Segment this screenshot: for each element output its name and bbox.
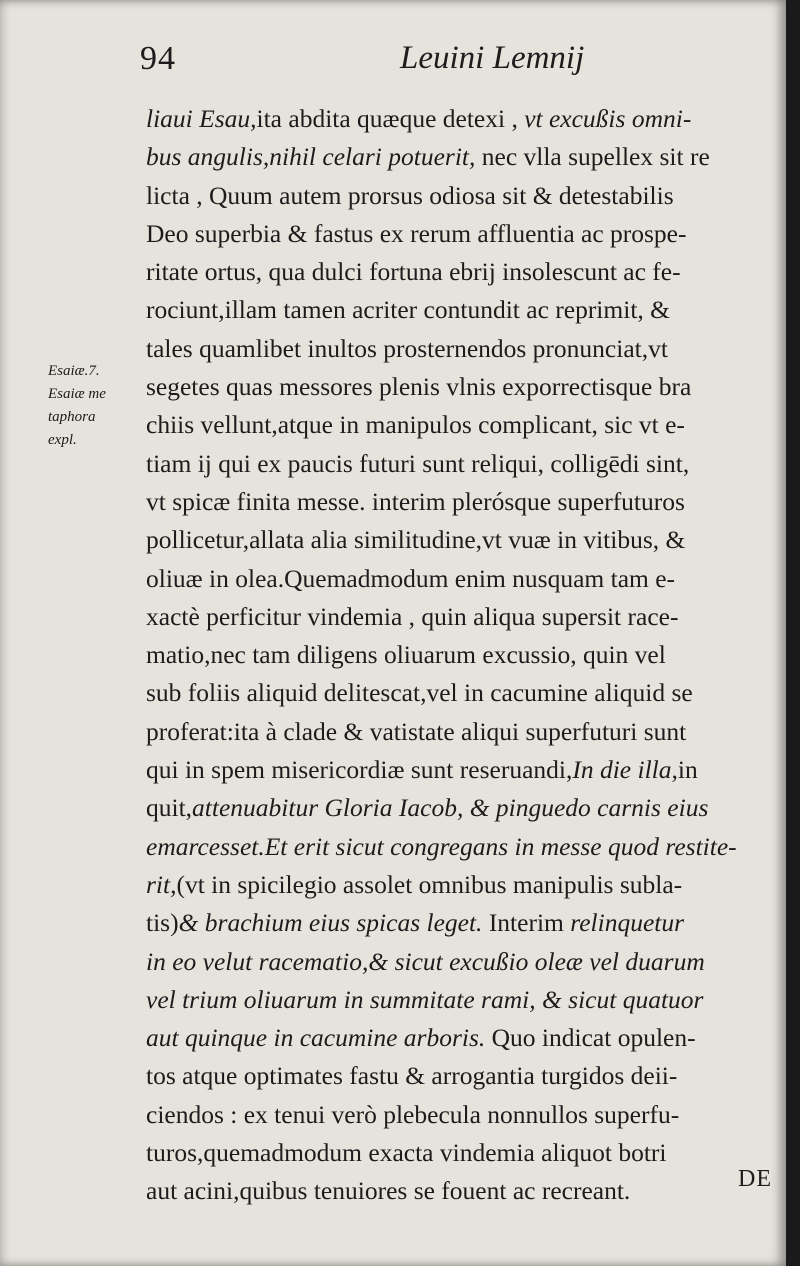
text-segment: Deo superbia & fastus ex rerum affluentia ac prospe- bbox=[146, 218, 687, 248]
text-line bbox=[146, 1019, 766, 1057]
text-segment: quit, bbox=[146, 793, 193, 823]
text-segment: Quo indicat opulen- bbox=[485, 1023, 696, 1053]
text-segment: vel trium oliuarum in summitate rami, & sicut quatuor bbox=[146, 984, 704, 1014]
text-segment: qui in spem misericordiæ sunt reseruandi, bbox=[146, 755, 573, 785]
text-line bbox=[146, 981, 766, 1019]
text-segment: attenuabitur Gloria Iacob, & pinguedo carnis eius bbox=[192, 793, 709, 823]
text-segment: tos atque optimates fastu & arrogantia turgidos deii- bbox=[146, 1061, 678, 1091]
text-segment: In die illa, bbox=[572, 755, 678, 785]
text-segment: relinquetur bbox=[570, 908, 685, 938]
text-segment: & brachium eius spicas leget. bbox=[178, 908, 483, 938]
catchword: DE bbox=[738, 1166, 772, 1192]
text-segment: proferat:ita à clade & vatistate aliqui superfuturi sunt bbox=[146, 716, 687, 746]
text-segment: nec vlla supellex sit re bbox=[475, 142, 710, 172]
text-segment: rociunt,illam tamen acriter contundit ac reprimit, & bbox=[146, 295, 670, 325]
text-line bbox=[146, 560, 766, 598]
text-line bbox=[146, 636, 766, 674]
text-segment: pollicetur,allata alia similitudine,vt vuæ in vitibus, & bbox=[146, 525, 686, 555]
text-segment: tis) bbox=[146, 908, 179, 938]
text-line bbox=[146, 445, 766, 483]
text-line bbox=[146, 943, 766, 981]
marginal-notes bbox=[48, 360, 143, 452]
text-line bbox=[146, 904, 766, 942]
text-line bbox=[146, 177, 766, 215]
text-line bbox=[146, 100, 766, 138]
text-line bbox=[146, 330, 766, 368]
text-line bbox=[146, 291, 766, 329]
text-segment: Interim bbox=[482, 908, 571, 938]
text-segment: tiam ij qui ex paucis futuri sunt reliqui, colligēdi sint, bbox=[146, 448, 690, 478]
text-segment: ciendos : ex tenui verò plebecula nonnullos superfu- bbox=[146, 1099, 680, 1129]
text-line bbox=[146, 751, 766, 789]
text-segment: in eo velut racematio,& sicut excußio oleæ vel duarum bbox=[146, 946, 705, 976]
text-line bbox=[146, 828, 766, 866]
text-line bbox=[146, 1172, 766, 1210]
text-line bbox=[146, 789, 766, 827]
text-segment: segetes quas messores plenis vlnis exporrectisque bra bbox=[146, 372, 692, 402]
text-segment: vt excußis omni- bbox=[524, 104, 692, 133]
text-segment: emarcesset.Et erit sicut congregans in messe quod restite- bbox=[146, 831, 737, 861]
text-segment: aut acini,quibus tenuiores se fouent ac recreant. bbox=[146, 1176, 631, 1206]
text-segment: turos,quemadmodum exacta vindemia aliquot botri bbox=[146, 1138, 667, 1168]
text-line bbox=[146, 713, 766, 751]
running-head: Leuini Lemnij bbox=[400, 40, 585, 76]
marginal-note: Esaiæ.7. bbox=[48, 363, 100, 379]
text-line bbox=[146, 406, 766, 444]
text-segment: bus angulis,nihil celari potuerit, bbox=[146, 142, 476, 172]
text-segment: vt spicæ finita messe. interim plerósque superfuturos bbox=[146, 486, 685, 516]
text-line bbox=[146, 1134, 766, 1172]
text-line bbox=[146, 1057, 766, 1095]
marginal-note: expl. bbox=[48, 432, 77, 448]
text-segment: xactè perficitur vindemia , quin aliqua supersit race- bbox=[146, 601, 679, 631]
text-segment: ita abdita quæque detexi , bbox=[256, 104, 525, 133]
marginal-note: taphora bbox=[48, 409, 96, 425]
text-line bbox=[146, 1096, 766, 1134]
text-segment: rit, bbox=[146, 869, 177, 899]
text-line bbox=[146, 483, 766, 521]
text-segment: oliuæ in olea.Quemadmodum enim nusquam tam e- bbox=[146, 563, 676, 593]
text-segment: licta , Quum autem prorsus odiosa sit & detestabilis bbox=[146, 180, 674, 210]
text-segment: chiis vellunt,atque in manipulos complicant, sic vt e- bbox=[146, 410, 685, 440]
text-line bbox=[146, 674, 766, 712]
text-segment: sub foliis aliquid delitescat,vel in cacumine aliquid se bbox=[146, 678, 693, 708]
text-line bbox=[146, 368, 766, 406]
text-line bbox=[146, 215, 766, 253]
text-segment: matio,nec tam diligens oliuarum excussio, quin vel bbox=[146, 640, 666, 670]
text-segment: aut quinque in cacumine arboris. bbox=[146, 1023, 486, 1053]
text-line bbox=[146, 253, 766, 291]
text-line bbox=[146, 598, 766, 636]
text-segment: in bbox=[677, 755, 698, 785]
page-header bbox=[0, 40, 786, 90]
marginal-note: Esaiæ me bbox=[48, 386, 106, 402]
text-segment: liaui Esau, bbox=[146, 104, 257, 133]
text-line bbox=[146, 521, 766, 559]
text-segment: (vt in spicilegio assolet omnibus manipulis subla- bbox=[176, 869, 683, 899]
page-number: 94 bbox=[140, 40, 176, 77]
body-text bbox=[146, 100, 766, 1211]
text-line bbox=[146, 138, 766, 176]
text-segment: ritate ortus, qua dulci fortuna ebrij insolescunt ac fe- bbox=[146, 257, 681, 287]
text-segment: tales quamlibet inultos prosternendos pronunciat,vt bbox=[146, 333, 668, 363]
text-line bbox=[146, 866, 766, 904]
